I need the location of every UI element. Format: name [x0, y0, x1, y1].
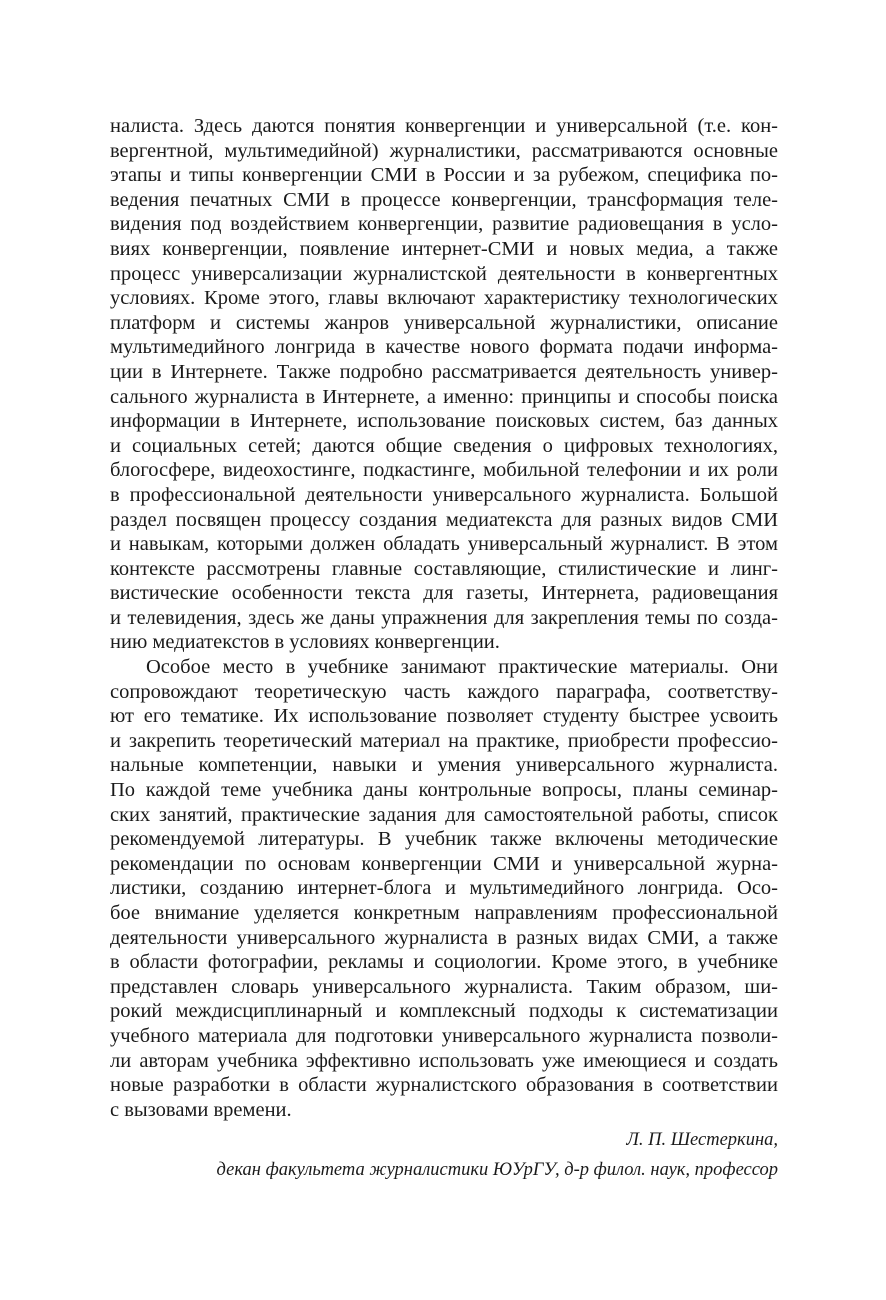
text-line: и телевидения, здесь же даны упражнения для закрепления темы по созда-	[110, 606, 778, 629]
signature-name: Л. П. Шестеркина,	[626, 1130, 778, 1150]
text-line: Особое место в учебнике занимают практические материалы. Они	[146, 656, 778, 679]
text-line: ских занятий, практические задания для самостоятельной работы, список	[110, 803, 778, 826]
text-line: видения под воздействием конвергенции, развитие радиовещания в усло-	[110, 213, 778, 236]
text-line: нию медиатекстов в условиях конвергенции.	[110, 631, 500, 654]
text-line: информации в Интернете, использование поисковых систем, баз данных	[110, 410, 778, 433]
text-line: и навыкам, которыми должен обладать универсальный журналист. В этом	[110, 533, 778, 556]
text-line: мультимедийного лонгрида в качестве нового формата подачи информа-	[110, 336, 778, 359]
text-line: блогосфере, видеохостинге, подкастинге, мобильной телефонии и их роли	[110, 459, 778, 482]
text-line: сального журналиста в Интернете, а именно: принципы и способы поиска	[110, 385, 778, 408]
text-line: бое внимание уделяется конкретным направлениям профессиональной	[110, 902, 778, 924]
text-line: налиста. Здесь даются понятия конвергенции и универсальной (т.е. кон-	[110, 115, 778, 137]
text-line: ции в Интернете. Также подробно рассматривается деятельность универ-	[110, 360, 778, 383]
signature-title: декан факультета журналистики ЮУрГУ, д-р филол. наук, профессор	[216, 1160, 778, 1180]
text-line: платформ и системы жанров универсальной журналистики, описание	[110, 311, 778, 334]
text-line: процесс универсализации журналистской деятельности в конвергентных	[110, 262, 778, 285]
text-line: новые разработки в области журналистского образования в соответствии	[110, 1074, 778, 1097]
text-line: нальные компетенции, навыки и умения универсального журналиста.	[110, 754, 778, 777]
text-line: рекомендуемой литературы. В учебник также включены методические	[110, 828, 778, 851]
text-line: По каждой теме учебника даны контрольные вопросы, планы семинар-	[110, 779, 778, 802]
text-line: листики, созданию интернет-блога и мультимедийного лонгрида. Осо-	[110, 877, 778, 900]
text-line: раздел посвящен процессу создания медиатекста для разных видов СМИ	[110, 508, 778, 531]
text-line: сопровождают теоретическую часть каждого параграфа, соответству-	[110, 680, 778, 703]
text-line: с вызовами времени.	[110, 1098, 292, 1121]
paragraph-2	[110, 655, 778, 1122]
text-line: вистические особенности текста для газеты, Интернета, радиовещания	[110, 582, 778, 605]
text-line: вергентной, мультимедийной) журналистики, рассматриваются основные	[110, 139, 778, 162]
text-line: в области фотографии, рекламы и социологии. Кроме этого, в учебнике	[110, 951, 778, 974]
text-line: условиях. Кроме этого, главы включают характеристику технологических	[110, 287, 778, 310]
text-line: учебного материала для подготовки универсального журналиста позволи-	[110, 1024, 778, 1047]
text-line: ют его тематике. Их использование позволяет студенту быстрее усвоить	[110, 705, 778, 728]
text-line: рекомендации по основам конвергенции СМИ и универсальной журна-	[110, 852, 778, 875]
text-line: и закрепить теоретический материал на практике, приобрести профессио-	[110, 729, 778, 752]
text-line: этапы и типы конвергенции СМИ в России и за рубежом, специфика по-	[110, 164, 778, 187]
paragraph-1	[110, 114, 778, 655]
text-line: рокий междисциплинарный и комплексный подходы к систематизации	[110, 1000, 778, 1023]
text-line: деятельности универсального журналиста в разных видах СМИ, а также	[110, 926, 778, 949]
text-line: и социальных сетей; даются общие сведения о цифровых технологиях,	[110, 434, 778, 457]
body-text	[110, 114, 778, 1122]
text-line: ли авторам учебника эффективно использовать уже имеющиеся и создать	[110, 1049, 778, 1072]
text-line: контексте рассмотрены главные составляющие, стилистические и линг-	[110, 557, 778, 580]
text-line: ведения печатных СМИ в процессе конвергенции, трансформация теле-	[110, 188, 778, 211]
text-line: виях конвергенции, появление интернет-СМИ и новых медиа, а также	[110, 237, 778, 260]
text-line: в профессиональной деятельности универсального журналиста. Большой	[110, 483, 778, 506]
text-line: представлен словарь универсального журналиста. Таким образом, ши-	[110, 975, 778, 998]
